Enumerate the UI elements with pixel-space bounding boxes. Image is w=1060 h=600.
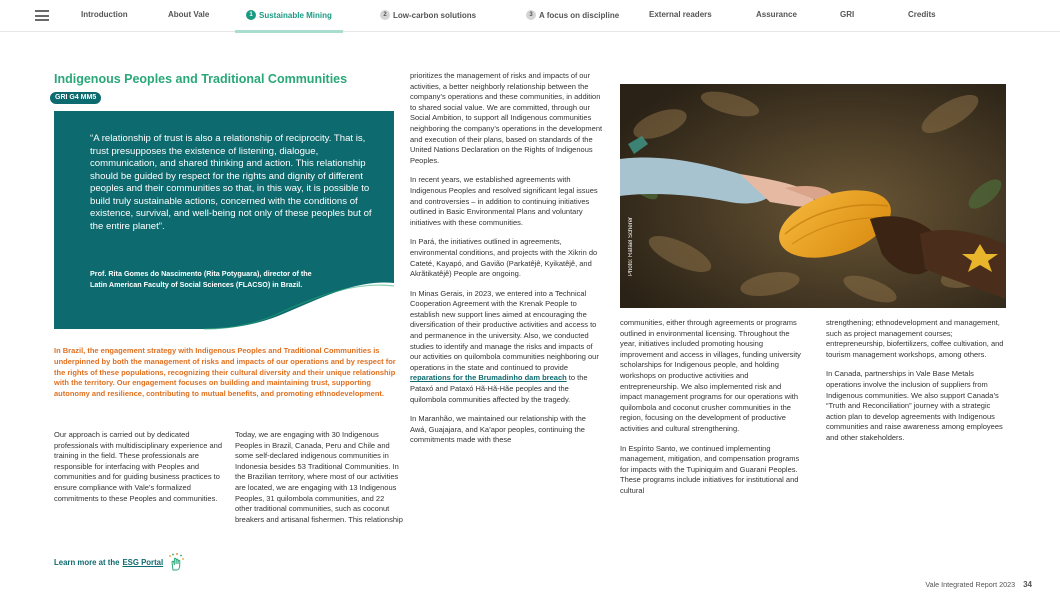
top-navigation xyxy=(0,0,1060,32)
text-column-3 xyxy=(410,71,603,455)
learn-more-prefix: Learn more at the xyxy=(54,557,120,567)
paragraph-text: to the Pataxó and Pataxó Hã-Hã-Hãe peoples and the quilombola communities affected by the tragedy. xyxy=(410,373,588,404)
paragraph: Our approach is carried out by dedicated professionals with multidisciplinary experience and training in the field. These professionals are responsible for interfacing with Peoples and communities and for guiding business practices to ensure compliance with Vale’s formalized commitments to these Peoples and communities. xyxy=(54,430,222,503)
nav-label: Introduction xyxy=(81,10,128,19)
text-column-5 xyxy=(826,318,1006,453)
nav-introduction[interactable] xyxy=(81,10,128,19)
esg-portal-link-text: ESG Portal xyxy=(122,557,164,567)
text-column-2 xyxy=(235,430,403,534)
menu-icon[interactable] xyxy=(35,10,49,21)
text-column-4 xyxy=(620,318,803,506)
paragraph: prioritizes the management of risks and impacts of our activities, a better neighborly relationship between the company’s operations and these communities, in addition to shared social value. We are committed, through our Social Ambition, to support all Indigenous communities neighboring the company’s operations in the development and execution of their plans, based on standards of the United Nations Declaration on the Rights of Indigenous Peoples. xyxy=(410,71,603,165)
paragraph: strengthening; ethnodevelopment and management, such as project management courses; entrepreneurship, biofertilizers, coffee cultivation, and tourism management workshops, among others. xyxy=(826,318,1004,359)
page-number: 34 xyxy=(1023,580,1032,589)
paragraph: Today, we are engaging with 30 Indigenous Peoples in Brazil, Canada, Peru and Chile and some self-declared indigenous communities in Indonesia besides 53 Traditional Communities. In the Brazilian territory, where most of our activities are located, we are engaging with 13 Indigenous Peoples, 31 quilombola communities, and 22 other traditional communities, such as coconut breakers and artisanal fishermen. This relationship xyxy=(235,430,403,524)
nav-sustainable-mining[interactable] xyxy=(246,10,332,20)
nav-number-badge: 2 xyxy=(380,10,390,20)
quote-author-title: (Rita Potyguara), director of the Latin American Faculty of Social Sciences (FLACSO) in Brazil. xyxy=(90,269,312,289)
brumadinho-reparations-link[interactable]: reparations for the Brumadinho dam breach xyxy=(410,373,567,383)
paragraph: In recent years, we established agreements with Indigenous Peoples and resolved significant legal issues and controversies – in addition to continuing initiatives outlined in Basic Environmental Plans and voluntary initiatives with these communities. xyxy=(410,175,598,227)
nav-assurance[interactable] xyxy=(756,10,797,19)
nav-external-readers[interactable] xyxy=(649,10,712,19)
nav-label: GRI xyxy=(840,10,855,19)
paragraph: In Maranhão, we maintained our relationship with the Awá, Guajajara, and Ka’apor peoples, continuing the commitments made with these xyxy=(410,414,586,445)
paragraph: In Espírito Santo, we continued implementing management, mitigation, and compensation programs for impacts with the Tupiniquim and Guarani Peoples. These programs include initiatives for institutional and cultural xyxy=(620,443,800,495)
nav-label: Assurance xyxy=(756,10,797,19)
section-title: Indigenous Peoples and Traditional Communities xyxy=(54,72,348,86)
paragraph: In Canada, partnerships in Vale Base Metals operations involve the inclusion of suppliers from Indigenous communities. We also support Canada’s “Truth and Reconciliation” journey with a strategic action plan to develop agreements with Indigenous communities and raise awareness among employees and other stakeholders. xyxy=(826,369,1003,442)
nav-gri[interactable] xyxy=(840,10,854,19)
text-column-1 xyxy=(54,430,226,513)
active-tab-indicator xyxy=(235,30,343,33)
quote-text: “A relationship of trust is also a relationship of reciprocity. That is, trust presupposes the existence of listening, dialogue, communication, and shared thinking and action. This relationship should be guided by respect for the rights and dignity of different peoples and their communities so that, in this way, it is possible to build truly sustainable actions, concerned with the conditions of existence, survival, and well-being not only of these peoples but of the entire planet”. xyxy=(90,133,372,232)
nav-label: Credits xyxy=(908,10,936,19)
page-footer xyxy=(925,580,1032,589)
paragraph: In Pará, the initiatives outlined in agreements, environmental conditions, and projects with the Xikrin do Cateté, Kayapó, and Gavião (Parkatêjê, Kyikatêjê, and Akrãtikatêjê) People are ongoing. xyxy=(410,237,598,279)
photo-illustration xyxy=(620,84,1006,308)
nav-label: A focus on discipline xyxy=(539,10,620,20)
photo-credit: Photo: Rafael Scherer xyxy=(628,216,634,276)
paragraph-text: In Minas Gerais, in 2023, we entered into a Technical Cooperation Agreement with the Krenak People to establish new support lines aimed at encouraging the diversification of their productive activities and access to and permanence in the university. Also, we conducted studies to identify and manage the risks and impacts of our activities on quilombola communities neighboring our operations in the state and continued to provide xyxy=(410,288,599,372)
paragraph xyxy=(410,289,603,406)
gri-badge: GRI G4 MM5 xyxy=(50,92,101,104)
cocoa-pod-photo xyxy=(620,84,1006,308)
nav-number-badge: 3 xyxy=(526,10,536,20)
quote-author-name: Prof. Rita Gomes do Nascimento xyxy=(90,269,202,278)
lead-paragraph: In Brazil, the engagement strategy with Indigenous Peoples and Traditional Communities is underpinned by both the management of risks and impacts of our operations and by respect for the rights of these populations, recognizing their cultural diversity and their unique relationship with the territory. Our engagement focuses on building and maintaining trust, supporting autonomy and resilience, contributing to mutual benefits, and promoting ethnodevelopment. xyxy=(54,346,396,399)
nav-label: Sustainable Mining xyxy=(259,10,332,20)
nav-label: External readers xyxy=(649,10,712,19)
nav-credits[interactable] xyxy=(908,10,936,19)
nav-number-badge: 1 xyxy=(246,10,256,20)
nav-focus-on-discipline[interactable] xyxy=(526,10,619,20)
pointer-hand-icon xyxy=(166,552,186,572)
esg-portal-link[interactable] xyxy=(54,552,186,572)
quote-box xyxy=(54,111,394,331)
nav-label: About Vale xyxy=(168,10,210,19)
nav-low-carbon-solutions[interactable] xyxy=(380,10,476,20)
paragraph: communities, either through agreements or programs outlined in environmental licensing. Throughout the year, initiatives included promoting housing improvement and access in villages, funding university scholarships for Indigenous people, and holding workshops on productive activities and entrepreneurship. We also implemented risk and impact management programs for our operations with quilombola and coconut crusher communities in the region, focusing on the development of productive activities and cultural strengthening. xyxy=(620,318,801,433)
nav-label: Low-carbon solutions xyxy=(393,10,477,20)
report-name: Vale Integrated Report 2023 xyxy=(925,580,1016,589)
nav-about-vale[interactable] xyxy=(168,10,209,19)
quote-author xyxy=(90,269,320,290)
